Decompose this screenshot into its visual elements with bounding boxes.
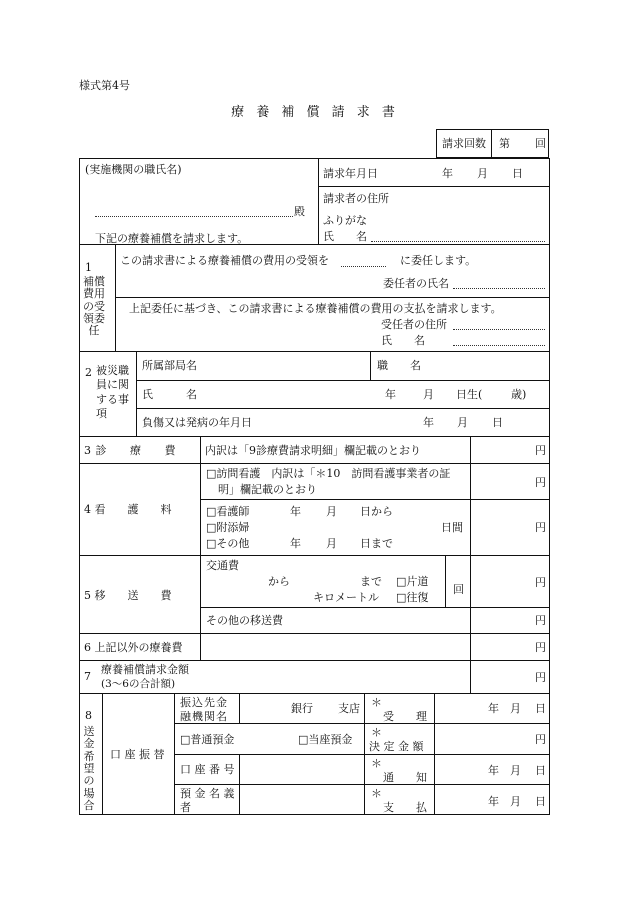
claimant-name-label: 氏 名 bbox=[323, 230, 367, 243]
transport-label: 交通費 bbox=[206, 559, 239, 572]
agency-head-field[interactable] bbox=[95, 216, 293, 217]
account-number-field[interactable] bbox=[242, 757, 360, 781]
form-title: 療 養 補 償 請 求 書 bbox=[231, 105, 399, 120]
transport-to: まで bbox=[360, 575, 382, 588]
delegation-text-a: この請求書による療養補償の費用の受領を bbox=[120, 254, 329, 267]
notice-year: 年 bbox=[488, 764, 499, 777]
claimant-name-field[interactable] bbox=[371, 241, 545, 242]
bank-label-line2: 融機関名 bbox=[180, 710, 228, 723]
section2-label: 被災職員に関する事項 bbox=[96, 364, 129, 420]
delegator-name-field[interactable] bbox=[453, 288, 545, 289]
request-text: 下記の療養補償を請求します。 bbox=[95, 232, 249, 245]
received-label: 受 理 bbox=[383, 710, 427, 723]
section3-label: 3 診 療 費 bbox=[84, 444, 176, 457]
claim-count-prefix: 第 bbox=[499, 137, 510, 150]
birth-day: 日生( bbox=[456, 388, 483, 401]
injury-date-label: 負傷又は発病の年月日 bbox=[142, 416, 252, 429]
department-label: 所属部局名 bbox=[142, 359, 197, 372]
nursing-to-year: 年 bbox=[290, 537, 301, 550]
employee-name-label: 氏 名 bbox=[142, 388, 197, 401]
section8-number: 8 bbox=[85, 709, 92, 722]
birth-month: 月 bbox=[423, 388, 434, 401]
claim-date-day: 日 bbox=[512, 167, 523, 180]
payment-request-text: 上記委任に基づき、この請求書による療養補償の費用の支払を請求します。 bbox=[129, 302, 502, 315]
agency-head-label: (実施機関の職氏名) bbox=[85, 163, 182, 176]
nursing-from-month: 月 bbox=[326, 505, 337, 518]
section4-label: 4 看 護 料 bbox=[84, 503, 172, 516]
transfer-label: 口 座 振 替 bbox=[110, 748, 165, 761]
claim-count-suffix: 回 bbox=[535, 137, 546, 150]
notice-month: 月 bbox=[510, 764, 521, 777]
notice-day: 日 bbox=[535, 764, 546, 777]
delegate-field[interactable] bbox=[341, 266, 386, 267]
transport-unit: 円 bbox=[535, 576, 546, 589]
delegator-name-label: 委任者の氏名 bbox=[383, 277, 449, 290]
branch-suffix: 支店 bbox=[338, 702, 360, 715]
decided-asterisk: ＊ bbox=[371, 726, 382, 739]
round-trip-option[interactable]: □往復 bbox=[396, 591, 429, 604]
section6-label: 6 上記以外の療養費 bbox=[84, 641, 183, 654]
nurse-option[interactable]: □看護師 bbox=[206, 505, 250, 518]
section7-label-line2: (3～6の合計額) bbox=[101, 678, 176, 690]
visiting-nursing-line2: 明」欄記載のとおり bbox=[218, 483, 317, 496]
claim-date-label: 請求年月日 bbox=[323, 167, 378, 180]
payment-year: 年 bbox=[488, 795, 499, 808]
ordinary-deposit-option[interactable]: □普通預金 bbox=[180, 733, 235, 746]
attendant-option[interactable]: □附添婦 bbox=[206, 521, 250, 534]
nursing-unit: 円 bbox=[535, 521, 546, 534]
medical-breakdown: 内訳は「9診療費請求明細」欄記載のとおり bbox=[205, 444, 421, 457]
section8-label: 送金希望の場合 bbox=[83, 725, 95, 812]
claim-count-field[interactable] bbox=[511, 132, 533, 154]
furigana-label: ふりがな bbox=[323, 214, 367, 227]
decided-amount-unit: 円 bbox=[535, 733, 546, 746]
other-transport-unit: 円 bbox=[535, 614, 546, 627]
payment-day: 日 bbox=[535, 795, 546, 808]
injury-year: 年 bbox=[423, 416, 434, 429]
injury-day: 日 bbox=[492, 416, 503, 429]
claim-count-label: 請求回数 bbox=[442, 137, 486, 150]
claim-date-year: 年 bbox=[442, 167, 453, 180]
received-year: 年 bbox=[488, 702, 499, 715]
other-transport-label: その他の移送費 bbox=[206, 614, 283, 627]
claimant-address-label: 請求者の住所 bbox=[323, 192, 389, 205]
section6-unit: 円 bbox=[535, 641, 546, 654]
delegate-name-field[interactable] bbox=[453, 345, 545, 346]
nursing-from: 日から bbox=[360, 505, 393, 518]
section5-label: 5 移 送 費 bbox=[84, 589, 172, 602]
one-way-option[interactable]: □片道 bbox=[396, 575, 429, 588]
nursing-days: 日間 bbox=[441, 521, 463, 534]
holder-label-line2: 者 bbox=[180, 801, 191, 814]
kilometers: キロメートル bbox=[313, 591, 379, 604]
transport-times: 回 bbox=[453, 583, 464, 596]
section7-unit: 円 bbox=[535, 671, 546, 684]
delegate-address-field[interactable] bbox=[453, 329, 545, 330]
other-option[interactable]: □その他 bbox=[206, 537, 250, 550]
nursing-from-year: 年 bbox=[290, 505, 301, 518]
payment-asterisk: ＊ bbox=[371, 787, 382, 800]
holder-label-line1: 預 金 名 義 bbox=[180, 787, 235, 800]
decided-amount-label: 決 定 金 額 bbox=[369, 740, 424, 753]
bank-label-line1: 振込先金 bbox=[180, 696, 228, 709]
account-holder-field[interactable] bbox=[242, 787, 360, 812]
delegation-text-b: に委任します。 bbox=[400, 254, 477, 267]
section2-number: 2 bbox=[85, 366, 92, 379]
birth-year: 年 bbox=[385, 388, 396, 401]
checking-deposit-option[interactable]: □当座預金 bbox=[298, 733, 353, 746]
position-label: 職 名 bbox=[377, 359, 421, 372]
payment-month: 月 bbox=[510, 795, 521, 808]
nursing-to-month: 月 bbox=[326, 537, 337, 550]
delegate-name-label: 氏 名 bbox=[381, 334, 425, 347]
payment-label: 支 払 bbox=[383, 801, 427, 814]
transport-from: から bbox=[268, 575, 290, 588]
received-asterisk: ＊ bbox=[371, 696, 382, 709]
nursing-until: 日まで bbox=[360, 537, 393, 550]
notice-asterisk: ＊ bbox=[371, 757, 382, 770]
section7-label-line1: 療養補償請求金額 bbox=[101, 663, 189, 676]
bank-suffix: 銀行 bbox=[291, 702, 313, 715]
section1-label: 補償費用の受領委任 bbox=[83, 275, 105, 338]
received-month: 月 bbox=[510, 702, 521, 715]
honorific: 殿 bbox=[294, 205, 305, 218]
visiting-nursing-line1: □訪問看護 内訳は「＊10 訪問看護事業者の証 bbox=[206, 467, 451, 480]
age-suffix: 歳) bbox=[511, 388, 527, 401]
delegate-address-label: 受任者の住所 bbox=[381, 318, 447, 331]
medical-unit: 円 bbox=[535, 444, 546, 457]
section7-number: 7 bbox=[84, 670, 91, 683]
injury-month: 月 bbox=[457, 416, 468, 429]
account-number-label: 口 座 番 号 bbox=[180, 763, 235, 776]
form-number: 様式第4号 bbox=[79, 79, 130, 92]
visiting-nursing-unit: 円 bbox=[535, 476, 546, 489]
received-day: 日 bbox=[535, 702, 546, 715]
section1-number: 1 bbox=[85, 261, 92, 274]
claim-date-month: 月 bbox=[477, 167, 488, 180]
notice-label: 通 知 bbox=[383, 771, 427, 784]
